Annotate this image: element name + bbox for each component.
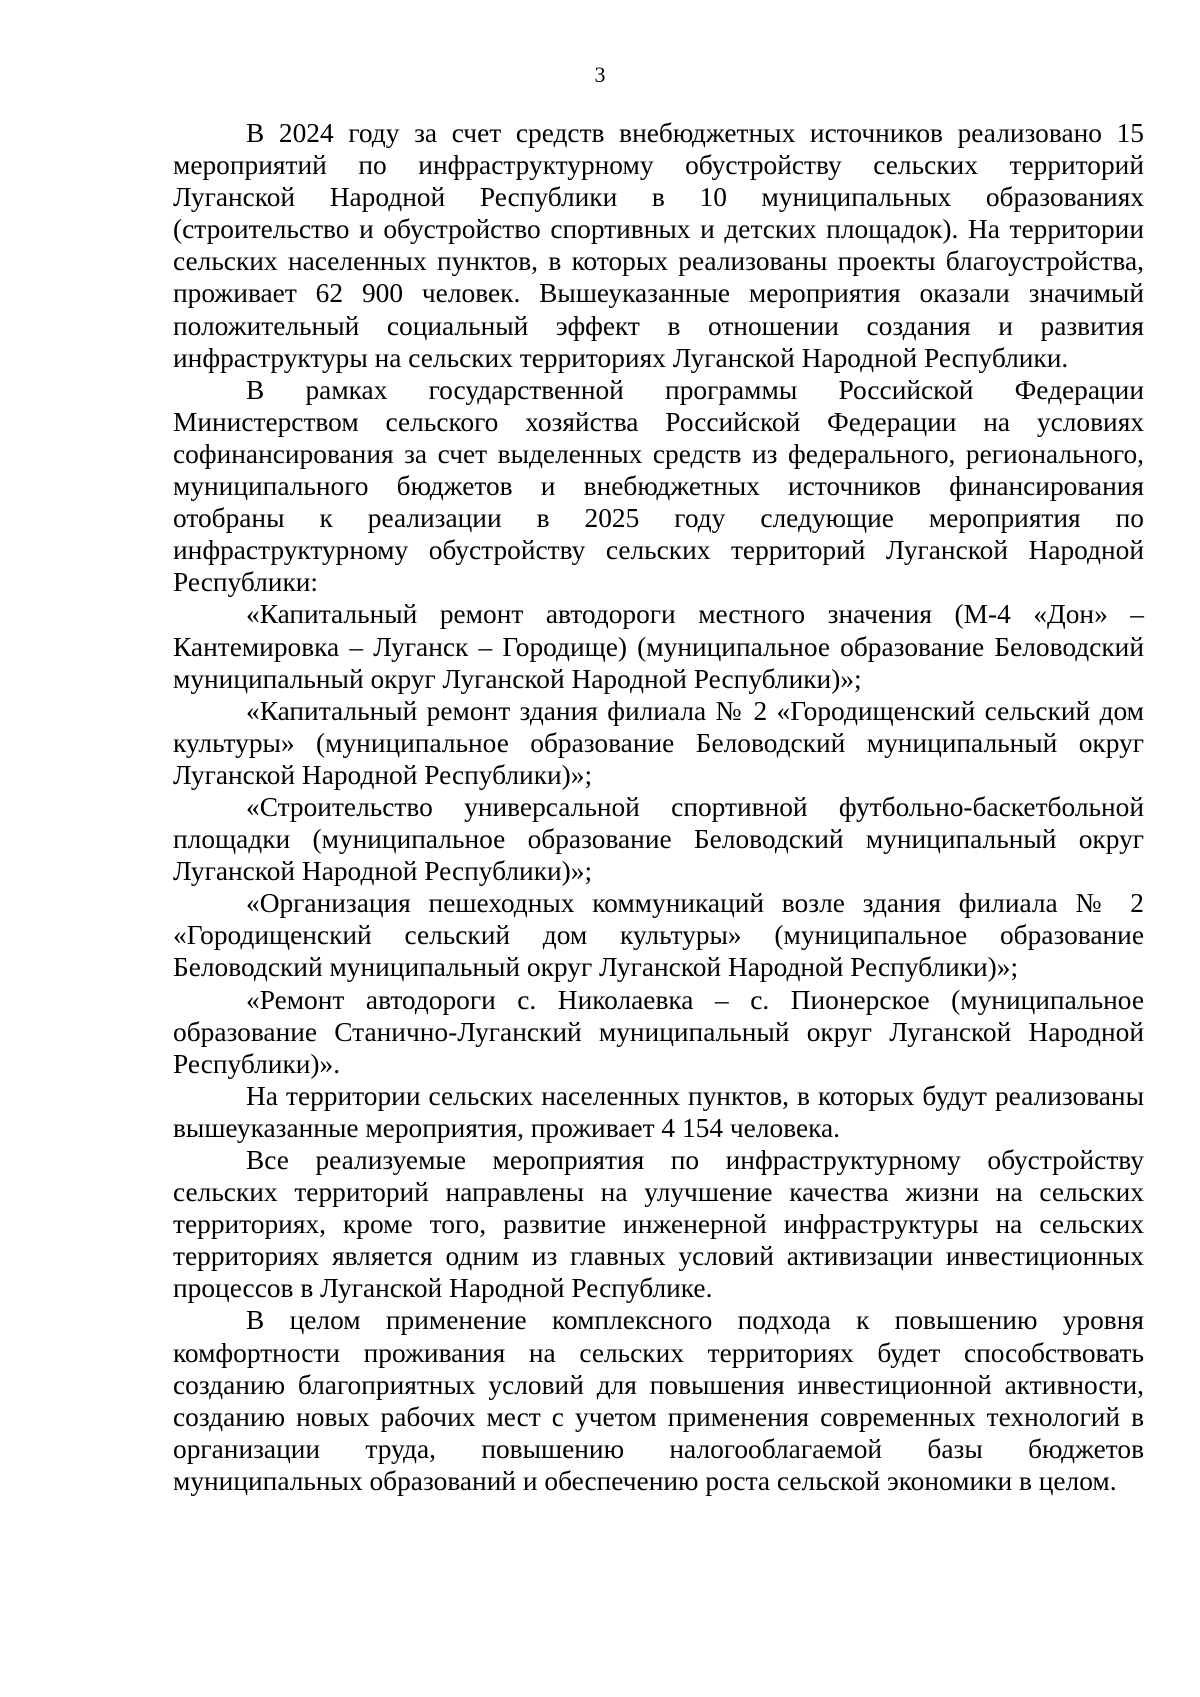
paragraph: В рамках государственной программы Российской Федерации Министерством сельского хозяйства Российской Федерации на условиях софинансирования за счет выделенных средств из федерального, регионального, муниципального бюджетов и внебюджетных источников финансирования отобраны к реализации в 2025 году следующие мероприятия по инфраструктурному обустройству сельских территорий Луганской Народной Республики: (173, 374, 1144, 598)
document-body (173, 117, 1144, 1497)
paragraph: «Организация пешеходных коммуникаций возле здания филиала № 2 «Городищенский сельский дом культуры» (муниципальное образование Беловодский муниципальный округ Луганской Народной Республики)»; (173, 888, 1144, 983)
page-number: 3 (594, 62, 606, 87)
paragraph: В целом применение комплексного подхода к повышению уровня комфортности проживания на сельских территориях будет способствовать созданию благоприятных условий для повышения инвестиционной активности, созданию новых рабочих мест с учетом применения современных технологий в организации труда, повышению налогооблагаемой базы бюджетов муниципальных образований и обеспечению роста сельской экономики в целом. (173, 1305, 1144, 1496)
paragraph: «Ремонт автодороги с. Николаевка – с. Пионерское (муниципальное образование Станично-Луганский муниципальный округ Луганской Народной Республики)». (173, 984, 1144, 1079)
paragraph: «Капитальный ремонт здания филиала № 2 «Городищенский сельский дом культуры» (муниципальное образование Беловодский муниципальный округ Луганской Народной Республики)»; (173, 695, 1144, 790)
paragraph: «Капитальный ремонт автодороги местного значения (М-4 «Дон» – Кантемировка – Луганск – Городище) (муниципальное образование Беловодский муниципальный округ Луганской Народной Республики)»; (173, 599, 1144, 694)
paragraph: На территории сельских населенных пунктов, в которых будут реализованы вышеуказанные мероприятия, проживает 4 154 человека. (173, 1080, 1144, 1143)
paragraph: «Строительство универсальной спортивной футбольно-баскетбольной площадки (муниципальное образование Беловодский муниципальный округ Луганской Народной Республики)»; (173, 791, 1144, 887)
paragraph: Все реализуемые мероприятия по инфраструктурному обустройству сельских территорий направлены на улучшение качества жизни на сельских территориях, кроме того, развитие инженерной инфраструктуры на сельских территориях является одним из главных условий активизации инвестиционных процессов в Луганской Народной Республике. (173, 1145, 1144, 1304)
paragraph: В 2024 году за счет средств внебюджетных источников реализовано 15 мероприятий по инфраструктурному обустройству сельских территорий Луганской Народной Республики в 10 муниципальных образованиях (строительство и обустройство спортивных и детских площадок). На территории сельских населенных пунктов, в которых реализованы проекты благоустройства, проживает 62 900 человек. Вышеуказанные мероприятия оказали значимый положительный социальный эффект в отношении создания и развития инфраструктуры на сельских территориях Луганской Народной Республики. (173, 118, 1144, 373)
